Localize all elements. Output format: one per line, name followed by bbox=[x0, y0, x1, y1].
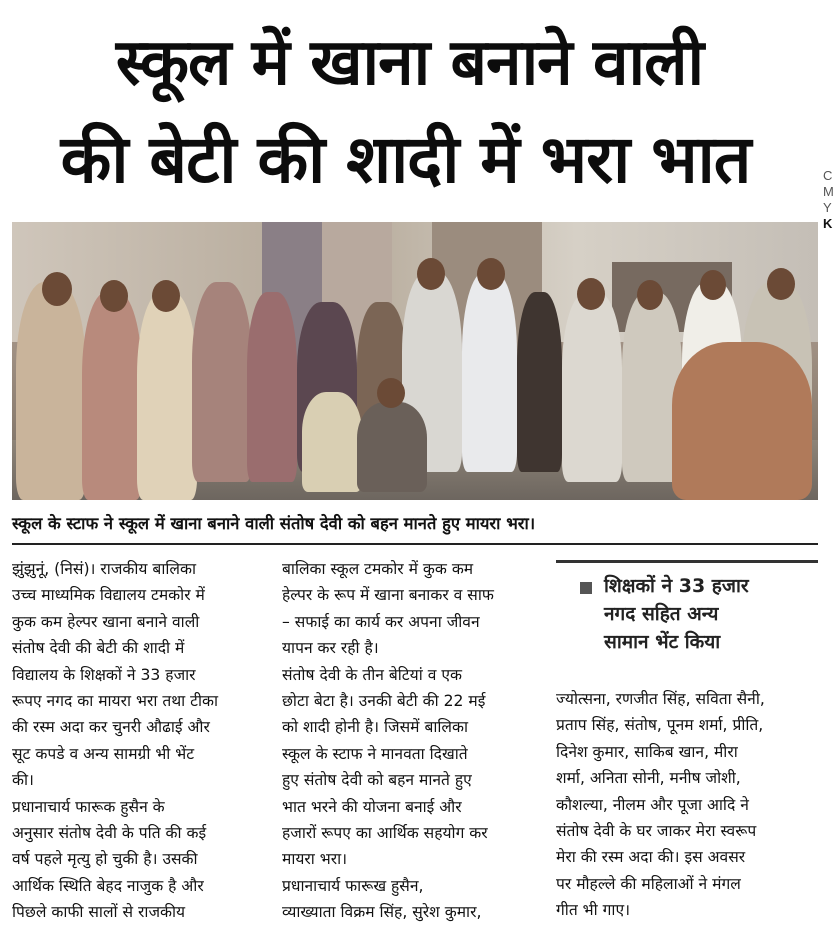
article-column-3 bbox=[556, 686, 818, 924]
article-line: कौशल्या, नीलम और पूजा आदि ने bbox=[556, 795, 749, 814]
photo-head bbox=[377, 378, 405, 408]
article-line: संतोष देवी के घर जाकर मेरा स्वरूप bbox=[556, 821, 757, 840]
article-line: की। bbox=[12, 771, 34, 790]
edge-letter-c: C bbox=[823, 168, 833, 183]
callout-text bbox=[604, 572, 814, 656]
article-line: प्रताप सिंह, संतोष, पूनम शर्मा, प्रीति, bbox=[556, 716, 764, 735]
edge-letter-k: K bbox=[823, 216, 833, 231]
article-line: सूट कपडे व अन्य सामग्री भी भेंट bbox=[12, 744, 195, 763]
photo-person bbox=[16, 282, 86, 500]
callout-line: सामान भेंट किया bbox=[604, 631, 721, 653]
article-line: भात भरने की योजना बनाई और bbox=[282, 797, 462, 816]
photo-person bbox=[82, 292, 142, 500]
article-line: – सफाई का कार्य कर अपना जीवन bbox=[282, 612, 480, 631]
caption-rule bbox=[12, 543, 818, 545]
photo-head bbox=[477, 258, 505, 290]
article-line: पर मौहल्ले की महिलाओं ने मंगल bbox=[556, 874, 741, 893]
headline-line-1: स्कूल में खाना बनाने वाली bbox=[115, 26, 704, 100]
article-line: आर्थिक स्थिति बेहद नाजुक है और bbox=[12, 876, 204, 895]
article-line: छोटा बेटा है। उनकी बेटी की 22 मई bbox=[282, 691, 486, 710]
callout-top-rule bbox=[556, 560, 818, 563]
photo-head bbox=[152, 280, 180, 312]
headline-line-2: की बेटी की शादी में भरा भात bbox=[60, 121, 751, 198]
article-line: मेरा की रस्म अदा की। इस अवसर bbox=[556, 848, 746, 867]
callout-line: नगद सहित अन्य bbox=[604, 603, 719, 625]
photo-person bbox=[462, 272, 517, 472]
article-line: हजारों रूपए का आर्थिक सहयोग कर bbox=[282, 823, 488, 842]
photo-head bbox=[42, 272, 72, 306]
article-line: को शादी होनी है। जिसमें बालिका bbox=[282, 718, 469, 737]
photo-person bbox=[357, 402, 427, 492]
article-line: शर्मा, अनिता सोनी, मनीष जोशी, bbox=[556, 769, 741, 788]
article-line: प्रधानाचार्य फारूख हुसैन, bbox=[282, 876, 424, 895]
photo-head bbox=[100, 280, 128, 312]
article-line: उच्च माध्यमिक विद्यालय टमकोर में bbox=[12, 586, 205, 605]
article-line: वर्ष पहले मृत्यु हो चुकी है। उसकी bbox=[12, 850, 198, 869]
photo-person bbox=[562, 292, 622, 482]
photo-person bbox=[302, 392, 362, 492]
article-line: झुंझुनूं, (निसं)। राजकीय बालिका bbox=[12, 560, 196, 578]
square-bullet-icon bbox=[580, 582, 592, 594]
photo-caption: स्कूल के स्टाफ ने स्कूल में खाना बनाने वाली संतोष देवी को बहन मानते हुए मायरा भरा। bbox=[12, 514, 536, 533]
photo-head bbox=[577, 278, 605, 310]
article-line: व्याख्याता विक्रम सिंह, सुरेश कुमार, bbox=[282, 903, 482, 922]
photo-head bbox=[417, 258, 445, 290]
article-line: हेल्पर के रूप में खाना बनाकर व साफ bbox=[282, 586, 494, 605]
article-line: बालिका स्कूल टमकोर में कुक कम bbox=[282, 560, 474, 578]
article-line: गीत भी गाए। bbox=[556, 901, 630, 920]
article-line: विद्यालय के शिक्षकों ने 33 हजार bbox=[12, 665, 196, 684]
highlight-callout bbox=[556, 560, 818, 678]
article-line: दिनेश कुमार, साकिब खान, मीरा bbox=[556, 742, 738, 761]
article-line: यापन कर रही है। bbox=[282, 639, 379, 658]
article-line: ज्योत्सना, रणजीत सिंह, सविता सैनी, bbox=[556, 690, 765, 708]
article-line: अनुसार संतोष देवी के पति की कई bbox=[12, 823, 207, 842]
photo-person bbox=[247, 292, 297, 482]
photo-person bbox=[517, 292, 562, 472]
article-line: प्रधानाचार्य फारूक हुसैन के bbox=[12, 797, 165, 816]
article-line: संतोष देवी की बेटी की शादी में bbox=[12, 639, 185, 658]
photo-person bbox=[137, 292, 197, 500]
article-line: कुक कम हेल्पर खाना बनाने वाली bbox=[12, 612, 200, 631]
article-column-1 bbox=[12, 556, 270, 925]
edge-letter-y: Y bbox=[823, 200, 832, 215]
photo-person bbox=[192, 282, 252, 482]
article-line: मायरा भरा। bbox=[282, 850, 348, 869]
photo-person bbox=[672, 342, 812, 500]
photo-head bbox=[767, 268, 795, 300]
group-photo bbox=[12, 222, 818, 500]
article-line: संतोष देवी के तीन बेटियां व एक bbox=[282, 665, 462, 684]
article-line: पिछले काफी सालों से राजकीय bbox=[12, 903, 186, 922]
article-line: रूपए नगद का मायरा भरा तथा टीका bbox=[12, 691, 219, 710]
article-line: स्कूल के स्टाफ ने मानवता दिखाते bbox=[282, 744, 468, 763]
photo-head bbox=[637, 280, 663, 310]
article-column-2 bbox=[282, 556, 544, 925]
article-line: की रस्म अदा कर चुनरी औढाई और bbox=[12, 718, 210, 737]
photo-head bbox=[700, 270, 726, 300]
edge-letter-m: M bbox=[823, 184, 834, 199]
callout-line: शिक्षकों ने 33 हजार bbox=[604, 575, 749, 597]
article-line: हुए संतोष देवी को बहन मानते हुए bbox=[282, 771, 472, 790]
